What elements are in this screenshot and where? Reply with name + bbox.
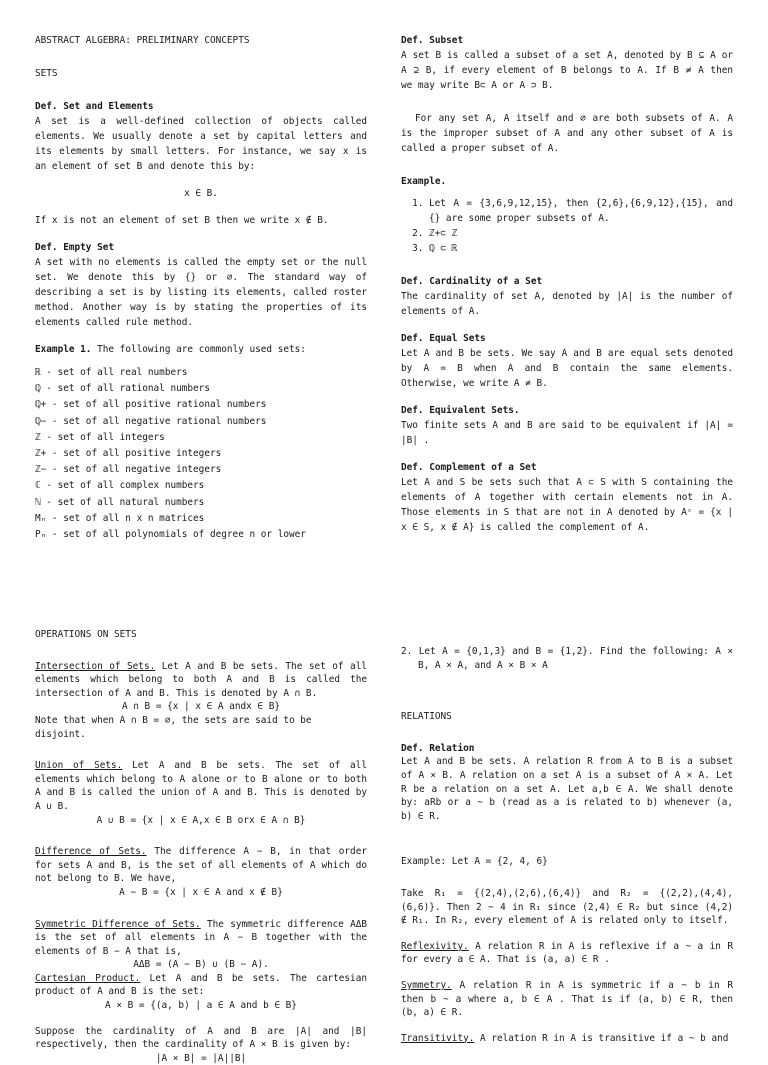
transitivity-title: Transitivity. xyxy=(401,1032,475,1044)
def-set-text: A set is a well-defined collection of objects called elements. We usually denote a set by capital letters and its elements by small letters. For instance, we say x is an element of set B and denote this by: xyxy=(35,116,367,172)
list-item: ℝ - set of all real numbers xyxy=(35,367,188,378)
def-set-formula: x ∈ B. xyxy=(184,188,218,199)
reflexivity-paragraph xyxy=(401,940,733,967)
list-item: ℤ - set of all integers xyxy=(35,431,165,443)
def-subset-text: A set B is called a subset of a set A, denoted by B ⊆ A or A ⊇ B, if every element of B belongs to A. If B ≠ A then we may write B⊂ A or A ⊃ B. xyxy=(401,50,733,91)
def-set-title: Def. Set and Elements xyxy=(35,101,154,112)
symmetry-text: A relation R in A is symmetric if a ~ b in R then b ~ a where a, b ∈ A . That is if (a, b) ∈ R, then (b, a) ∈ R. xyxy=(401,979,733,1019)
union-title: Union of Sets. xyxy=(35,760,123,772)
list-item: ℤ+ - set of all positive integers xyxy=(35,448,222,460)
example1-text: The following are commonly used sets: xyxy=(97,344,306,355)
reflexivity-text: A relation R in A is reflexive if a ~ a in R for every a ∈ A. That is (a, a) ∈ R . xyxy=(401,940,733,966)
symmetry-title: Symmetry. xyxy=(401,979,452,991)
symmetry-paragraph xyxy=(401,979,733,1020)
reflexivity-title: Reflexivity. xyxy=(401,940,469,952)
relations-heading: RELATIONS xyxy=(401,711,452,723)
def-empty-text: A set with no elements is called the empty set or the null set. We denote this by {} or ∅. The standard way of describing a set is by listing its elements, called roster method. Another way is by stating the properties of its elements called rule method. xyxy=(35,257,367,328)
exercise-item-2: 2. Let A = {0,1,3} and B = {1,2}. Find the following: A × B, A × A, and A × B × A xyxy=(401,646,733,671)
def-equal-text: Let A and B be sets. We say A and B are equal sets denoted by A = B when A and B contain the same elements. Otherwise, we write A ≠ B. xyxy=(401,348,733,389)
suppose-formula: |A × B| = |A||B| xyxy=(155,1052,247,1064)
list-item: 3. ℚ ⊂ ℝ xyxy=(429,241,733,256)
example1-label: Example 1. xyxy=(35,344,92,355)
def-relation-title: Def. Relation xyxy=(401,742,475,754)
intersection-note: Note that when A ∩ B = ∅, the sets are said to be disjoint. xyxy=(35,714,312,740)
def-complement-title: Def. Complement of a Set xyxy=(401,462,537,473)
difference-title: Difference of Sets. xyxy=(35,846,147,858)
left-bottom-column xyxy=(35,628,367,1065)
difference-text: The difference A − B, in that order for sets A and B, is the set of all elements of A which do not belong to B. We have, xyxy=(35,846,367,885)
union-text: Let A and B be sets. The set of all elements which belong to A alone or to B alone or to both A and B is called the union of A and B. This is denoted by A ∪ B. xyxy=(35,760,367,812)
suppose-text: Suppose the cardinality of A and B are |A| and |B| respectively, then the cardinality of A × B is given by: xyxy=(35,1025,367,1051)
difference-formula: A − B = {x | x ∈ A and x ∉ B} xyxy=(119,886,283,898)
list-item: Pₙ - set of all polynomials of degree n or lower xyxy=(35,529,306,541)
list-item: ℚ− - set of all negative rational numbers xyxy=(35,415,267,427)
example-label: Example. xyxy=(401,176,447,187)
def-cardinality-text: The cardinality of set A, denoted by |A| is the number of elements of A. xyxy=(401,291,733,317)
list-item: ℚ+ - set of all positive rational numbers xyxy=(35,399,267,411)
common-sets-list xyxy=(35,365,367,543)
list-item: ℕ - set of all natural numbers xyxy=(35,496,205,508)
operations-heading: OPERATIONS ON SETS xyxy=(35,629,137,640)
sets-heading: SETS xyxy=(35,68,58,79)
cartesian-paragraph xyxy=(35,972,367,999)
symdiff-title: Symmetric Difference of Sets. xyxy=(35,918,201,930)
list-item: ℤ− - set of all negative integers xyxy=(35,464,222,476)
union-formula: A ∪ B = {x | x ∈ A,x ∈ B orx ∈ A ∩ B} xyxy=(96,814,306,826)
union-paragraph xyxy=(35,759,367,813)
example-list xyxy=(401,196,733,256)
cartesian-title: Cartesian Product. xyxy=(35,972,141,984)
relation-example: Example: Let A = {2, 4, 6} xyxy=(401,856,548,868)
list-item: ℂ - set of all complex numbers xyxy=(35,480,205,492)
list-item: ℚ - set of all rational numbers xyxy=(35,383,210,395)
transitivity-text: A relation R in A is transitive if a ~ b and xyxy=(480,1032,729,1044)
transitivity-paragraph xyxy=(401,1032,733,1046)
symdiff-formula: AΔB = (A − B) ∪ (B − A). xyxy=(133,959,269,971)
symdiff-paragraph xyxy=(35,918,367,959)
intersection-paragraph xyxy=(35,660,367,701)
cartesian-text: Let A and B be sets. The cartesian product of A and B is the set: xyxy=(35,972,367,998)
def-set-after: If x is not an element of set B then we write x ∉ B. xyxy=(35,215,329,226)
list-item: Mₙ - set of all n x n matrices xyxy=(35,512,205,524)
difference-paragraph xyxy=(35,845,367,886)
intersection-text: Let A and B be sets. The set of all elements which belong to both A and B is called the intersection of A and B. This is denoted by A ∩ B. xyxy=(35,660,367,699)
symdiff-text: The symmetric difference AΔB is the set of all elements in A − B together with the elements of B − A that is, xyxy=(35,918,367,957)
def-subset-title: Def. Subset xyxy=(401,35,464,46)
def-cardinality-title: Def. Cardinality of a Set xyxy=(401,276,543,287)
relation-take-text: Take R₁ = {(2,4),(2,6),(6,4)} and R₂ = {(2,2),(4,4),(6,6)}. Then 2 ~ 4 in R₁ since (2,4) ∈ R₂ but since (4,2) ∉ R₁. In R₂, every element of A is related only to itself. xyxy=(401,887,733,927)
def-empty-title: Def. Empty Set xyxy=(35,242,115,253)
example1-paragraph xyxy=(35,342,367,357)
cartesian-formula: A × B = {(a, b) | a ∈ A and b ∈ B} xyxy=(105,1000,297,1012)
left-top-column xyxy=(35,33,367,543)
def-equivalent-text: Two finite sets A and B are said to be equivalent if |A| = |B| . xyxy=(401,420,733,446)
def-equivalent-title: Def. Equivalent Sets. xyxy=(401,405,520,416)
def-complement-text: Let A and S be sets such that A ⊂ S with S containing the elements of A together with certain elements not in A. Those elements in S that are not in A denoted by Aᶜ = {x | x ∈ S, x ∉ A} is called the complement of A. xyxy=(401,477,733,533)
right-bottom-column xyxy=(401,645,733,1045)
def-relation-text: Let A and B be sets. A relation R from A to B is a subset of A × B. A relation on a set A is a subset of A × A. Let R be a relation on a set A. Let a,b ∈ A. We shall denote by: aRb or a ~ b (read as a is related to b) whenever (a, b) ∈ R. xyxy=(401,756,733,822)
intersection-formula: A ∩ B = {x | x ∈ A andx ∈ B} xyxy=(121,701,281,713)
def-equal-title: Def. Equal Sets xyxy=(401,333,486,344)
list-item: 1. Let A = {3,6,9,12,15}, then {2,6},{6,9,12},{15}, and {} are some proper subsets of A. xyxy=(429,196,733,226)
list-item: 2. ℤ+⊂ ℤ xyxy=(429,226,733,241)
intersection-title: Intersection of Sets. xyxy=(35,660,156,672)
right-top-column xyxy=(401,33,733,535)
def-subset-para2: For any set A, A itself and ∅ are both subsets of A. A is the improper subset of A and any other subset of A is called a proper subset of A. xyxy=(401,113,733,154)
document-title: ABSTRACT ALGEBRA: PRELIMINARY CONCEPTS xyxy=(35,35,250,46)
